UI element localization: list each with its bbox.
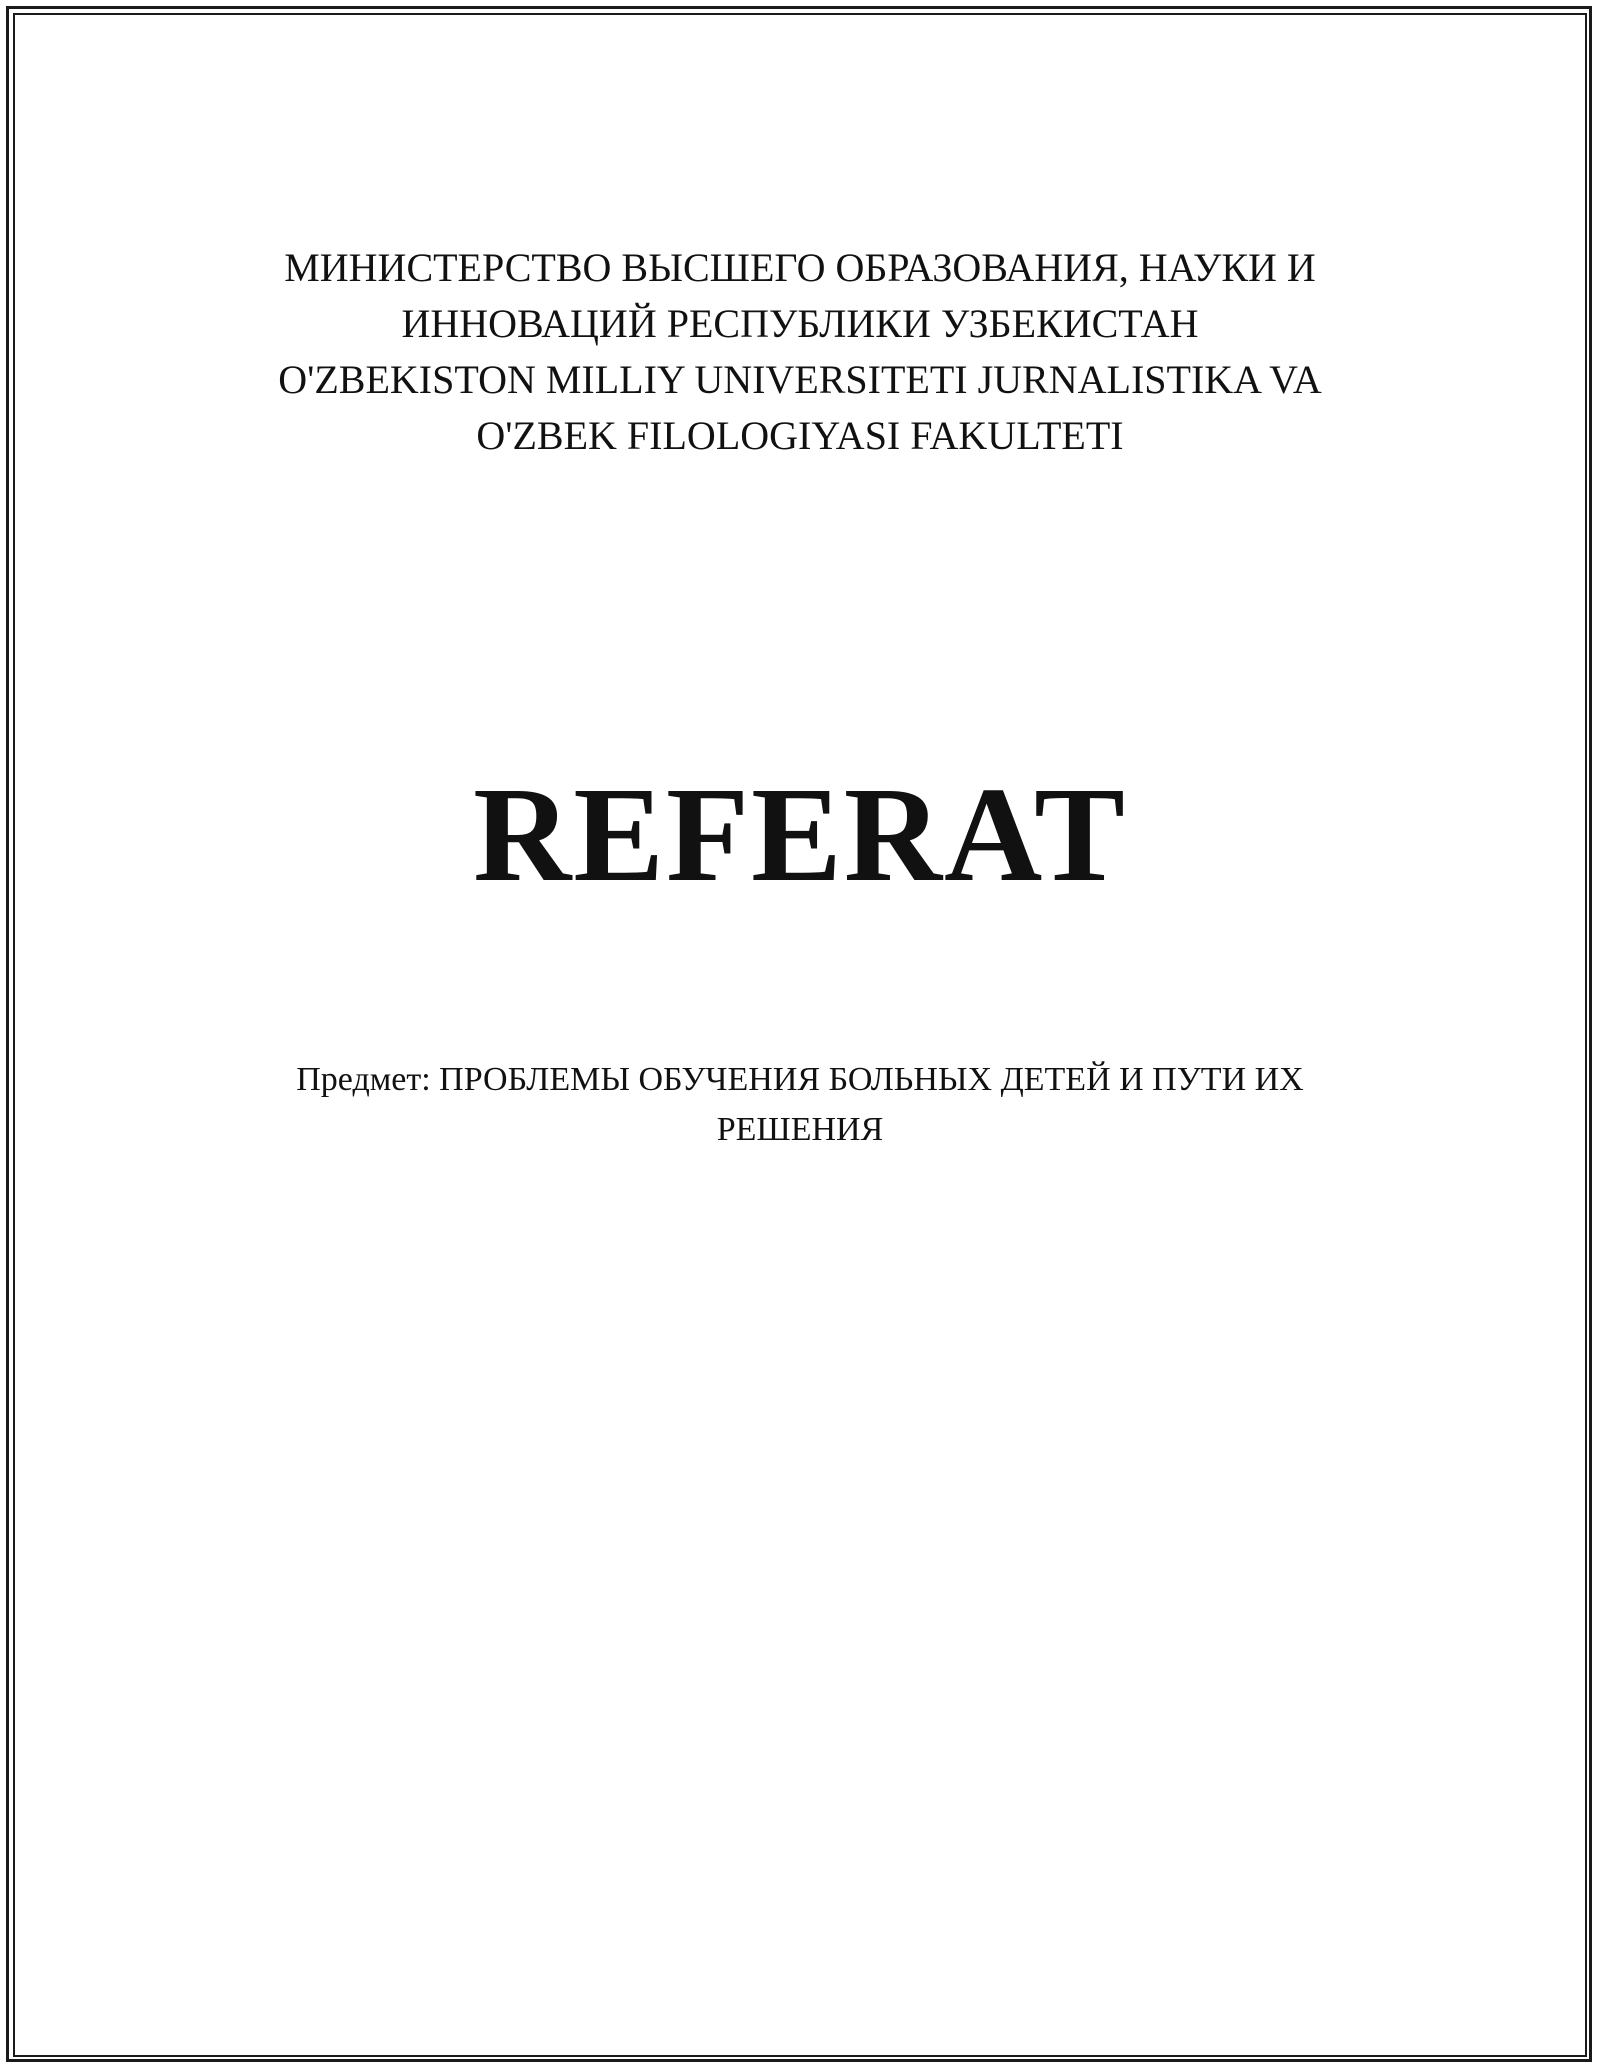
header-line-university-2: O'ZBEK FILOLOGIYASI FAKULTETI: [476, 413, 1124, 458]
header-line-ministry-1: МИНИСТЕРСТВО ВЫСШЕГО ОБРАЗОВАНИЯ, НАУКИ И: [284, 245, 1316, 290]
header-line-ministry-2: ИННОВАЦИЙ РЕСПУБЛИКИ УЗБЕКИСТАН: [401, 301, 1199, 346]
subject-line-1: Предмет: ПРОБЛЕМЫ ОБУЧЕНИЯ БОЛЬНЫХ ДЕТЕЙ И ПУТИ ИХ: [296, 1061, 1304, 1098]
institution-header: [0, 240, 1600, 464]
document-title: REFERAT: [473, 760, 1127, 910]
subject-line-2: РЕШЕНИЯ: [716, 1111, 884, 1148]
header-line-university-1: O'ZBEKISTON MILLIY UNIVERSITETI JURNALISTIKA VA: [278, 357, 1322, 402]
subject-block: [0, 1055, 1600, 1155]
